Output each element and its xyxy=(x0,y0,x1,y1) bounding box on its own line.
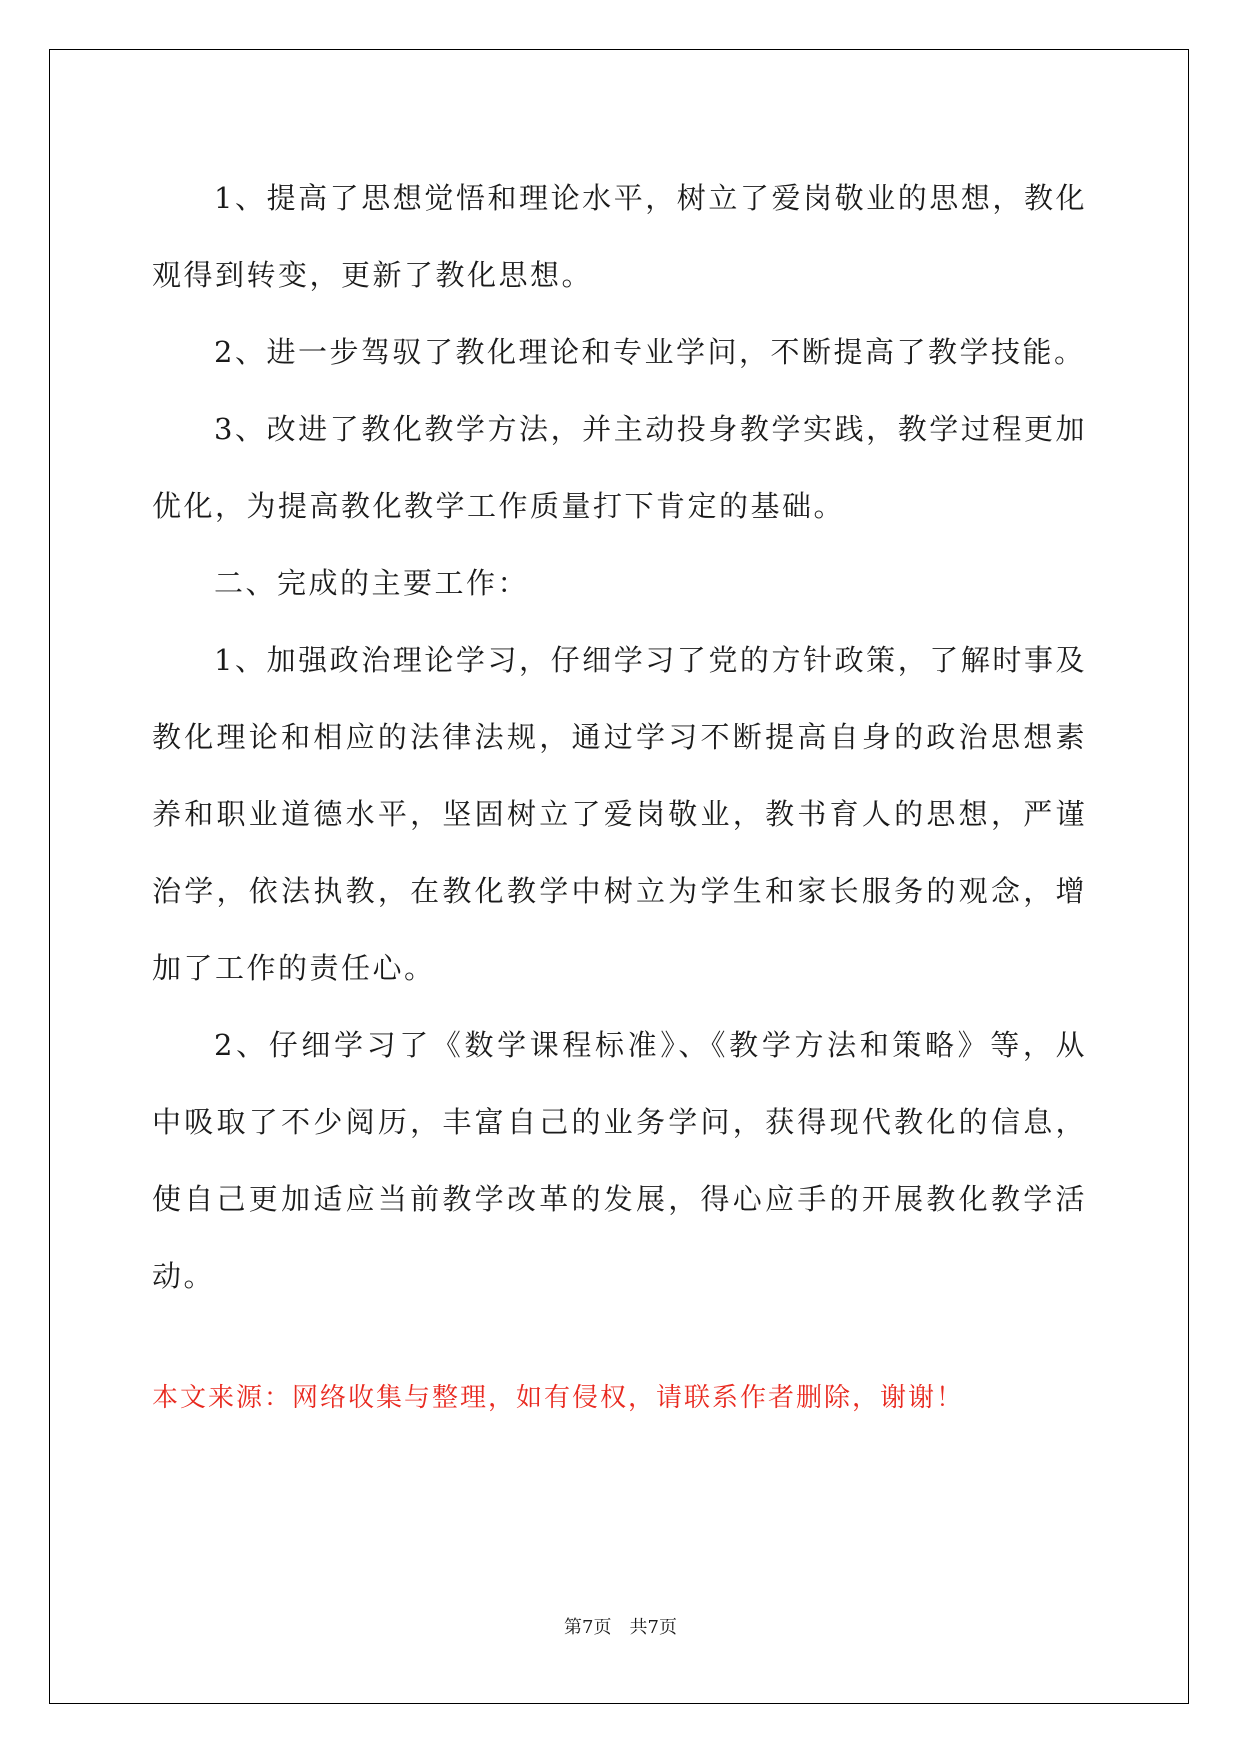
page-total: 共7页 xyxy=(629,1617,677,1638)
paragraph-4: 1、加强政治理论学习，仔细学习了党的方针政策，了解时事及教化理论和相应的法律法规，通过学习不断提高自身的政治思想素养和职业道德水平，坚固树立了爱岗敬业，教书育人的思想，严谨治学，依法执教，在教化教学中树立为学生和家长服务的观念，增加了工作的责任心。 xyxy=(152,643,1087,985)
page-number: 第7页 xyxy=(564,1617,612,1638)
section-heading: 二、完成的主要工作： xyxy=(214,566,530,600)
document-body xyxy=(152,160,1087,1315)
source-note: 本文来源：网络收集与整理，如有侵权，请联系作者删除，谢谢！ xyxy=(152,1383,965,1413)
paragraph-3: 3、改进了教化教学方法，并主动投身教学实践，教学过程更加优化，为提高教化教学工作质量打下肯定的基础。 xyxy=(152,412,1087,523)
paragraph-5: 2、仔细学习了《数学课程标准》、《教学方法和策略》等，从中吸取了不少阅历，丰富自己的业务学问，获得现代教化的信息，使自己更加适应当前教学改革的发展，得心应手的开展教化教学活动。 xyxy=(152,1028,1087,1293)
paragraph-1: 1、提高了思想觉悟和理论水平，树立了爱岗敬业的思想，教化观得到转变，更新了教化思想。 xyxy=(152,181,1087,292)
page-footer xyxy=(0,1616,1241,1640)
paragraph-2: 2、进一步驾驭了教化理论和专业学问，不断提高了教学技能。 xyxy=(214,335,1086,369)
